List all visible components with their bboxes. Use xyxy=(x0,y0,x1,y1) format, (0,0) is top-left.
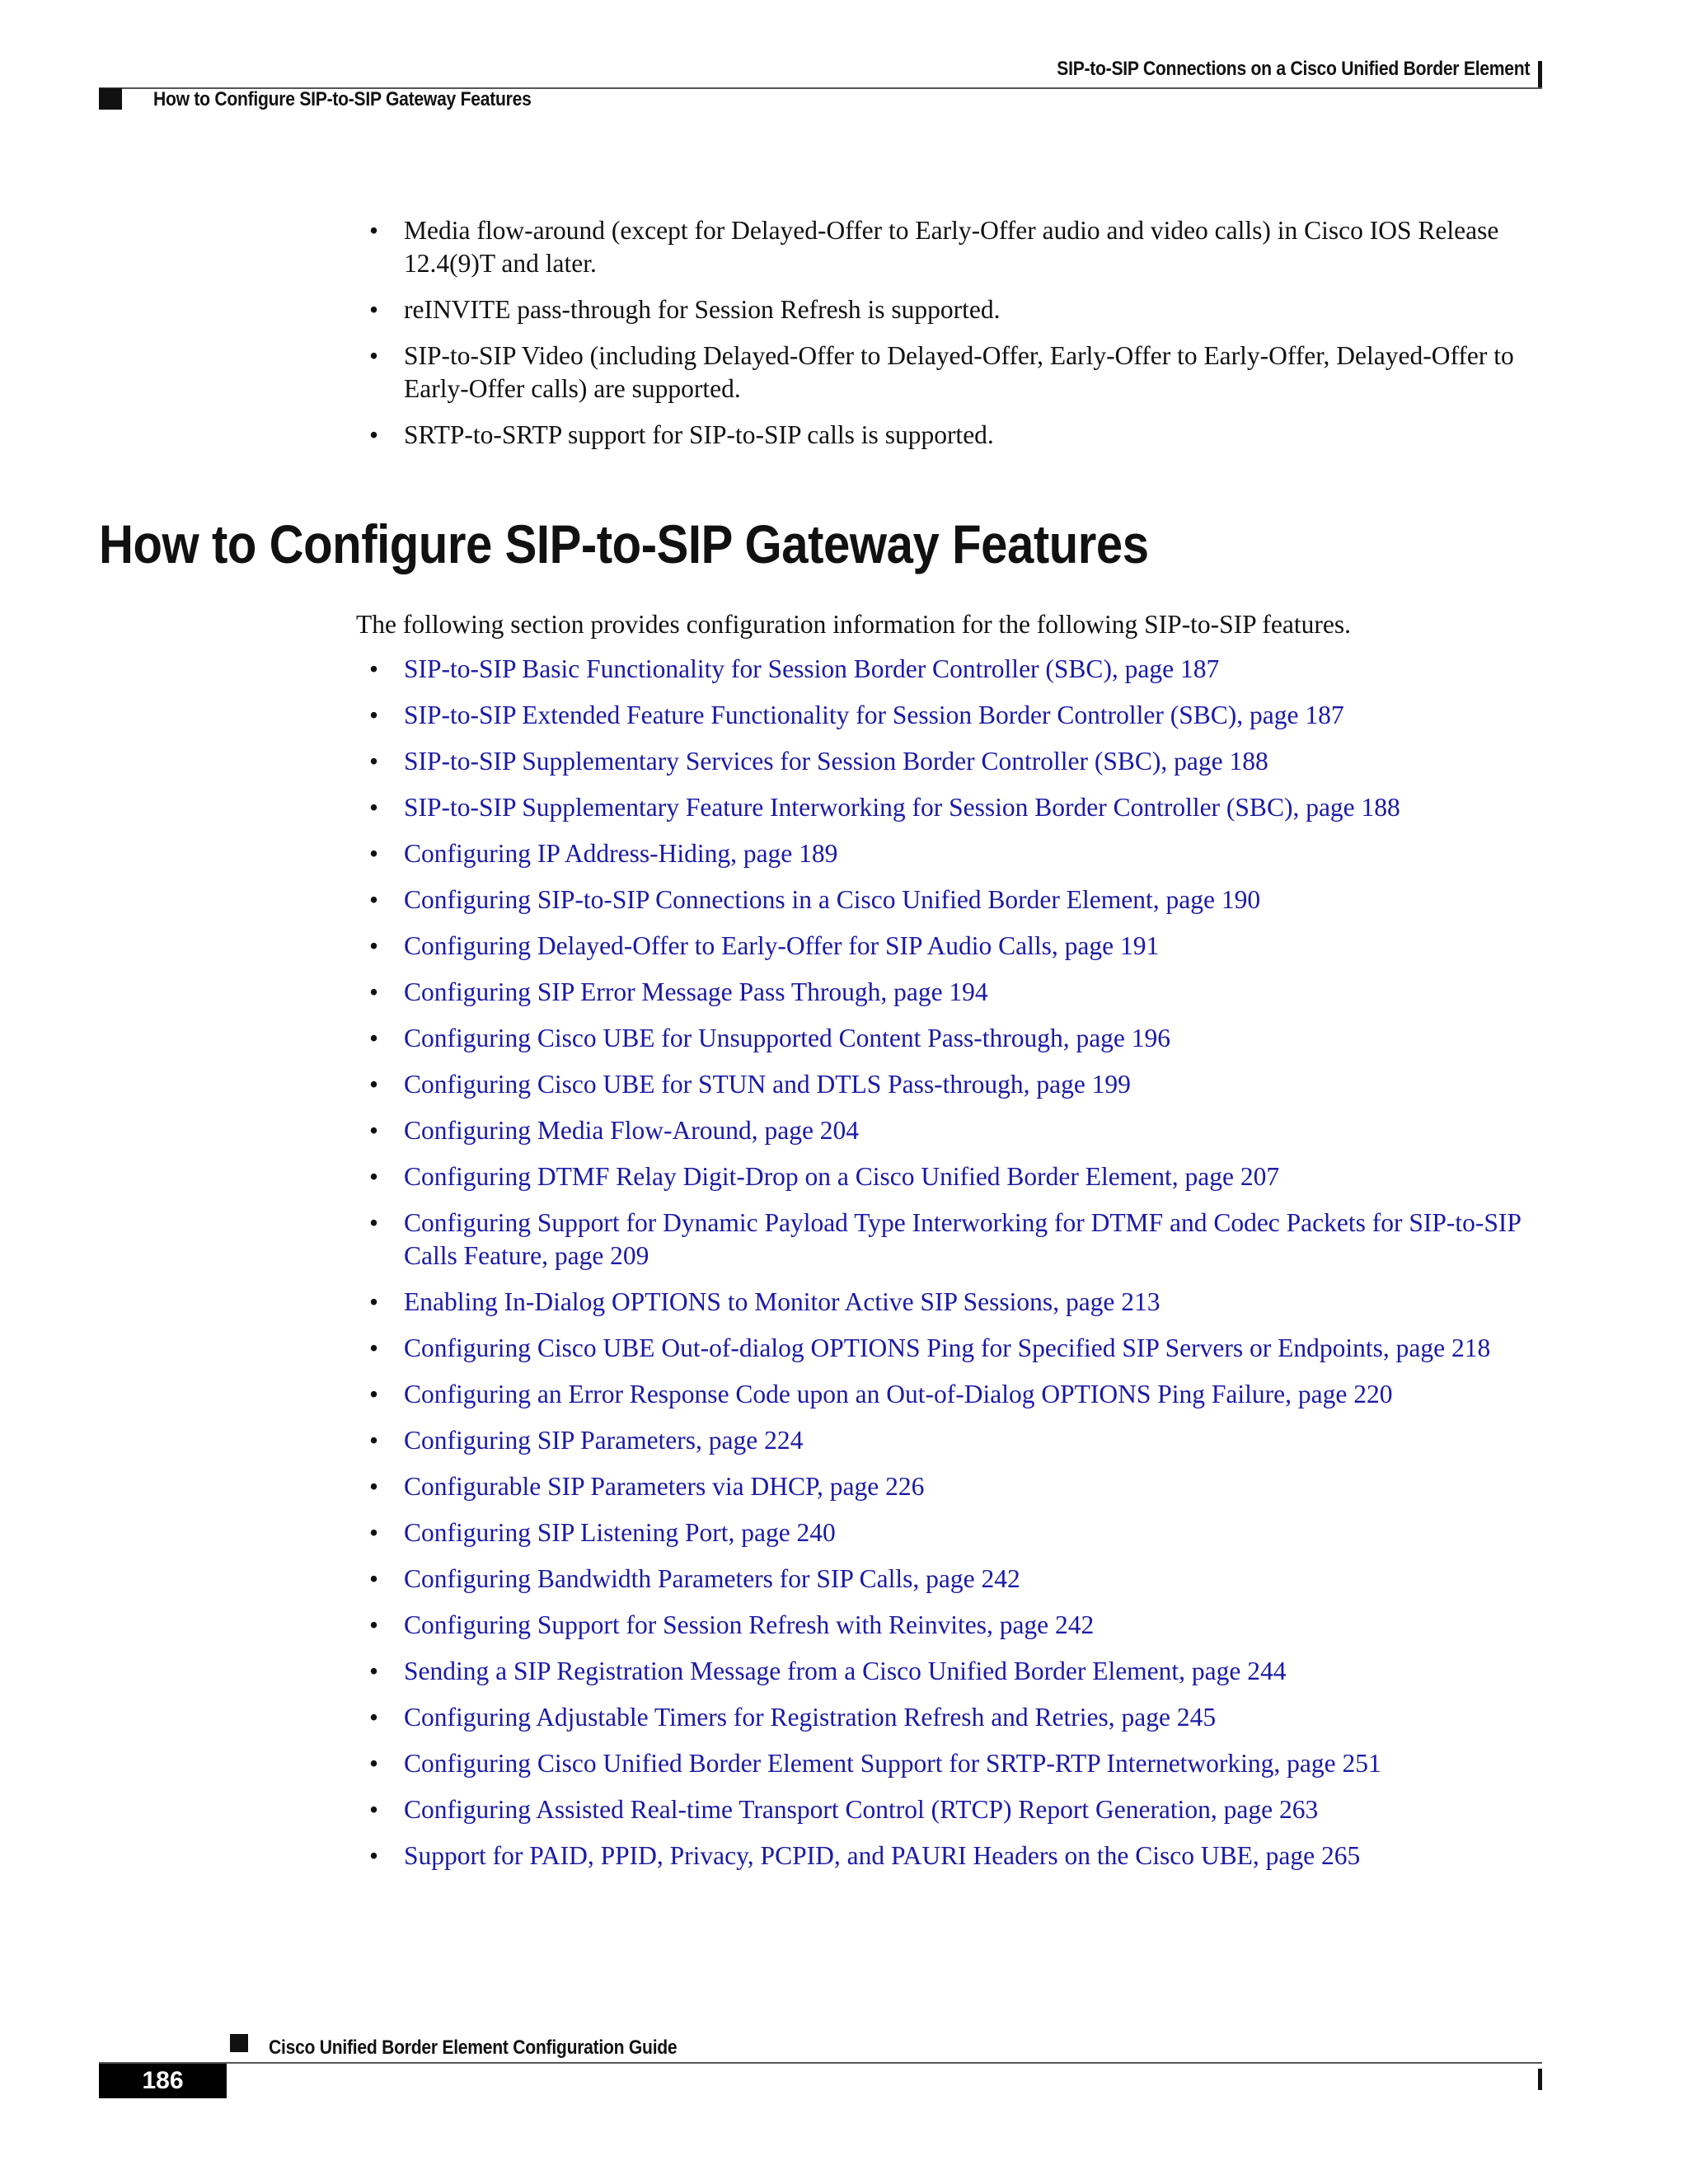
toc-link-text[interactable]: Configuring Bandwidth Parameters for SIP Calls, page 242 xyxy=(404,1564,1020,1593)
toc-link[interactable] xyxy=(358,699,1545,732)
toc-link[interactable] xyxy=(358,1114,1545,1147)
bullet-icon: • xyxy=(369,295,379,324)
list-item xyxy=(358,293,1545,326)
toc-link-text[interactable]: Configuring Adjustable Timers for Registration Refresh and Retries, page 245 xyxy=(404,1703,1217,1732)
toc-link-text[interactable]: Support for PAID, PPID, Privacy, PCPID, and PAURI Headers on the Cisco UBE, page 265 xyxy=(404,1841,1361,1870)
toc-link[interactable] xyxy=(358,791,1545,824)
bullet-icon: • xyxy=(369,1564,379,1593)
bullet-icon: • xyxy=(369,747,379,776)
toc-link-text[interactable]: Configuring Media Flow-Around, page 204 xyxy=(404,1116,860,1145)
page-number: 186 xyxy=(99,2064,227,2098)
bullet-icon: • xyxy=(369,701,379,729)
toc-link-text[interactable]: Configuring Assisted Real-time Transport Control (RTCP) Report Generation, page 263 xyxy=(404,1795,1319,1824)
toc-link-text[interactable]: Configuring Cisco Unified Border Element Support for SRTP-RTP Internetworking, page 251 xyxy=(404,1749,1381,1778)
toc-link[interactable] xyxy=(358,1378,1545,1411)
toc-link-text[interactable]: Configuring Support for Session Refresh with Reinvites, page 242 xyxy=(404,1610,1095,1639)
toc-link-text[interactable]: SIP-to-SIP Basic Functionality for Session Border Controller (SBC), page 187 xyxy=(404,654,1220,683)
section-intro: The following section provides configuration information for the following SIP-to-SIP features. xyxy=(356,610,1351,639)
list-item-text: SRTP-to-SRTP support for SIP-to-SIP calls is supported. xyxy=(404,420,994,449)
bullet-icon: • xyxy=(369,1426,379,1455)
toc-link-text[interactable]: Configuring SIP Parameters, page 224 xyxy=(404,1426,804,1455)
list-item-text: Media flow-around (except for Delayed-Offer to Early-Offer audio and video calls) in Cisco IOS Release 12.4(9)T and later. xyxy=(404,216,1499,278)
toc-link-text[interactable]: Configurable SIP Parameters via DHCP, page 226 xyxy=(404,1472,925,1501)
toc-link[interactable] xyxy=(358,837,1545,870)
toc-link-text[interactable]: Configuring Delayed-Offer to Early-Offer for SIP Audio Calls, page 191 xyxy=(404,931,1160,960)
footer-bar-marker xyxy=(1538,2069,1542,2090)
section-heading: How to Configure SIP-to-SIP Gateway Features xyxy=(99,513,1149,574)
toc-link-text[interactable]: Configuring SIP Listening Port, page 240 xyxy=(404,1518,836,1547)
toc-link-list xyxy=(358,653,1545,1886)
toc-link[interactable] xyxy=(358,1840,1545,1872)
bullet-icon: • xyxy=(369,1333,379,1362)
bullet-icon: • xyxy=(369,1162,379,1191)
toc-link-text[interactable]: Configuring Cisco UBE for STUN and DTLS Pass-through, page 199 xyxy=(404,1070,1131,1099)
toc-link-text[interactable]: Enabling In-Dialog OPTIONS to Monitor Active SIP Sessions, page 213 xyxy=(404,1287,1160,1316)
bullet-icon: • xyxy=(369,1472,379,1501)
bullet-icon: • xyxy=(369,1518,379,1547)
toc-link[interactable] xyxy=(358,883,1545,916)
footer-square-marker xyxy=(230,2034,248,2052)
bullet-icon: • xyxy=(369,216,379,245)
toc-link[interactable] xyxy=(358,1609,1545,1642)
toc-link[interactable] xyxy=(358,1207,1545,1272)
toc-link[interactable] xyxy=(358,653,1545,686)
bullet-icon: • xyxy=(369,885,379,914)
toc-link[interactable] xyxy=(358,1332,1545,1365)
toc-link[interactable] xyxy=(358,976,1545,1009)
toc-link-text[interactable]: SIP-to-SIP Supplementary Services for Session Border Controller (SBC), page 188 xyxy=(404,747,1268,776)
toc-link[interactable] xyxy=(358,745,1545,778)
toc-link-text[interactable]: Sending a SIP Registration Message from a Cisco Unified Border Element, page 244 xyxy=(404,1657,1287,1685)
toc-link[interactable] xyxy=(358,1286,1545,1319)
toc-link-text[interactable]: Configuring Support for Dynamic Payload Type Interworking for DTMF and Codec Packets for SIP-to-SIP Calls Feature, page 209 xyxy=(404,1208,1521,1270)
bullet-icon: • xyxy=(369,1703,379,1732)
list-item xyxy=(358,214,1545,280)
bullet-icon: • xyxy=(369,1116,379,1145)
bullet-icon: • xyxy=(369,1070,379,1099)
toc-link-text[interactable]: SIP-to-SIP Extended Feature Functionality for Session Border Controller (SBC), page 187 xyxy=(404,701,1344,729)
header-bar-marker xyxy=(1538,61,1542,89)
bullet-icon: • xyxy=(369,839,379,868)
bullet-icon: • xyxy=(369,1657,379,1685)
bullet-icon: • xyxy=(369,977,379,1006)
footer-rule xyxy=(99,2062,1542,2064)
toc-link-text[interactable]: SIP-to-SIP Supplementary Feature Interworking for Session Border Controller (SBC), page 188 xyxy=(404,793,1400,822)
toc-link[interactable] xyxy=(358,1424,1545,1457)
toc-link[interactable] xyxy=(358,1701,1545,1734)
bullet-icon: • xyxy=(369,1208,379,1237)
bullet-icon: • xyxy=(369,1287,379,1316)
bullet-icon: • xyxy=(369,793,379,822)
toc-link[interactable] xyxy=(358,1068,1545,1101)
header-square-marker xyxy=(99,88,122,110)
list-item-text: SIP-to-SIP Video (including Delayed-Offer to Delayed-Offer, Early-Offer to Early-Offer, Delayed-Offer to Early-Offer calls) are supported. xyxy=(404,341,1514,403)
toc-link-text[interactable]: Configuring SIP-to-SIP Connections in a Cisco Unified Border Element, page 190 xyxy=(404,885,1261,914)
toc-link[interactable] xyxy=(358,1793,1545,1826)
toc-link[interactable] xyxy=(358,1470,1545,1503)
bullet-icon: • xyxy=(369,1024,379,1052)
feature-support-list xyxy=(358,214,1545,465)
bullet-icon: • xyxy=(369,1841,379,1870)
bullet-icon: • xyxy=(369,1749,379,1778)
running-header-section: How to Configure SIP-to-SIP Gateway Features xyxy=(153,88,532,110)
list-item xyxy=(358,340,1545,405)
toc-link-text[interactable]: Configuring DTMF Relay Digit-Drop on a Cisco Unified Border Element, page 207 xyxy=(404,1162,1280,1191)
running-header-chapter: SIP-to-SIP Connections on a Cisco Unified Border Element xyxy=(1057,58,1530,80)
list-item xyxy=(358,419,1545,452)
toc-link[interactable] xyxy=(358,1160,1545,1193)
bullet-icon: • xyxy=(369,654,379,683)
toc-link[interactable] xyxy=(358,1655,1545,1688)
toc-link-text[interactable]: Configuring IP Address-Hiding, page 189 xyxy=(404,839,838,868)
toc-link[interactable] xyxy=(358,1747,1545,1780)
bullet-icon: • xyxy=(369,341,379,370)
toc-link[interactable] xyxy=(358,1022,1545,1055)
toc-link[interactable] xyxy=(358,1516,1545,1549)
bullet-icon: • xyxy=(369,1380,379,1408)
footer-guide-title: Cisco Unified Border Element Configuration Guide xyxy=(269,2036,678,2059)
toc-link-text[interactable]: Configuring Cisco UBE for Unsupported Content Pass-through, page 196 xyxy=(404,1024,1171,1052)
list-item-text: reINVITE pass-through for Session Refresh is supported. xyxy=(404,295,1001,324)
toc-link[interactable] xyxy=(358,930,1545,963)
bullet-icon: • xyxy=(369,420,379,449)
bullet-icon: • xyxy=(369,1795,379,1824)
toc-link-text[interactable]: Configuring Cisco UBE Out-of-dialog OPTIONS Ping for Specified SIP Servers or Endpoints, page 218 xyxy=(404,1333,1491,1362)
toc-link-text[interactable]: Configuring SIP Error Message Pass Through, page 194 xyxy=(404,977,988,1006)
bullet-icon: • xyxy=(369,931,379,960)
toc-link-text[interactable]: Configuring an Error Response Code upon an Out-of-Dialog OPTIONS Ping Failure, page 220 xyxy=(404,1380,1393,1408)
toc-link[interactable] xyxy=(358,1563,1545,1596)
bullet-icon: • xyxy=(369,1610,379,1639)
